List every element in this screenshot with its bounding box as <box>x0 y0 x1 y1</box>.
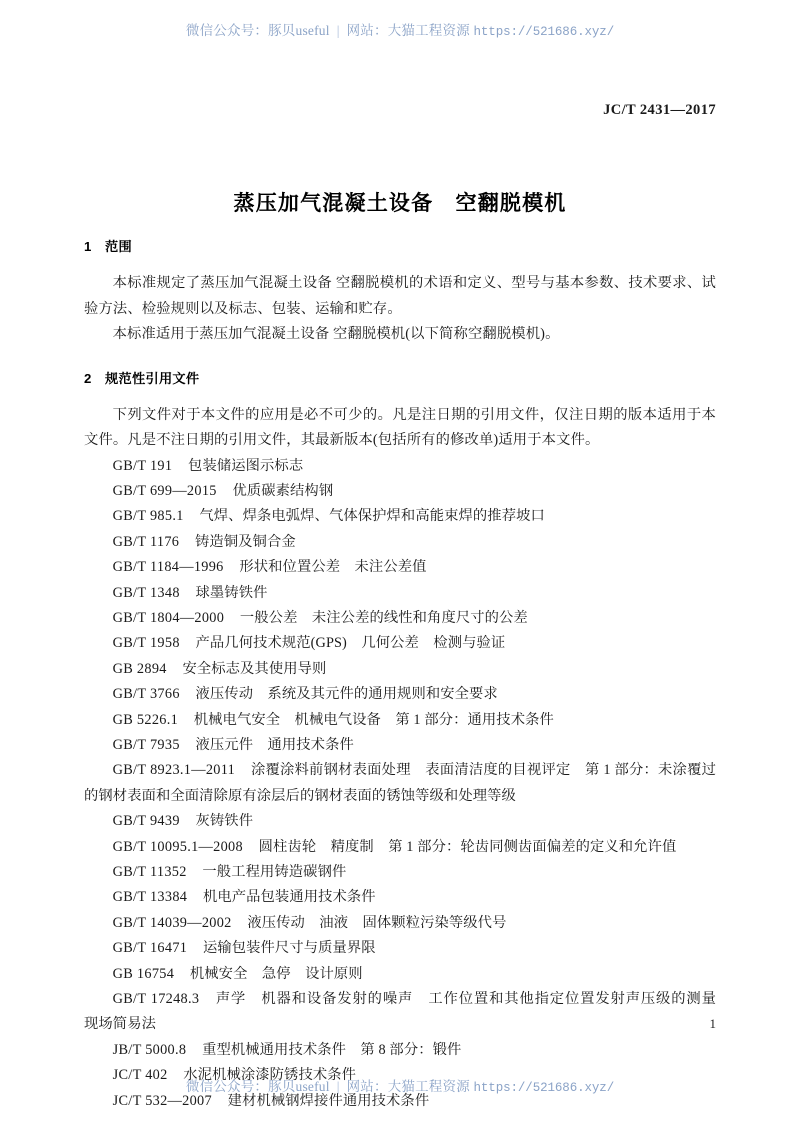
reference-title: 安全标志及其使用导则 <box>182 660 327 677</box>
watermark-header <box>0 19 800 39</box>
reference-spacer <box>224 606 240 631</box>
reference-code: GB/T 17248.3 <box>112 991 200 1008</box>
reference-code: GB/T 13384 <box>112 889 188 906</box>
watermark-url: https://521686.xyz/ <box>473 25 615 39</box>
reference-code: GB/T 16471 <box>112 940 188 957</box>
reference-spacer <box>187 936 203 961</box>
reference-spacer <box>172 454 188 479</box>
reference-code: JB/T 5000.8 <box>112 1041 187 1058</box>
reference-item <box>84 936 716 961</box>
reference-title: 产品几何技术规范(GPS) 几何公差 检测与验证 <box>195 635 506 652</box>
reference-code: JC/T 532—2007 <box>112 1092 212 1109</box>
reference-item <box>84 733 716 758</box>
section-number-2: 2 <box>84 370 92 386</box>
reference-spacer <box>178 708 194 733</box>
watermark-site-name: 大猫工程资源 <box>387 1079 470 1094</box>
reference-item <box>84 682 716 707</box>
reference-spacer <box>199 987 215 1012</box>
reference-title: 一般工程用铸造碳钢件 <box>202 864 347 880</box>
section-heading-1 <box>84 236 716 255</box>
reference-title: 液压元件 通用技术条件 <box>195 736 354 753</box>
watermark-site-name: 大猫工程资源 <box>387 23 470 38</box>
reference-item <box>84 911 716 936</box>
watermark-site-label: 网站： <box>346 1079 388 1094</box>
reference-item <box>84 860 716 885</box>
reference-code: GB 5226.1 <box>112 711 179 728</box>
page-number: 1 <box>709 1016 716 1031</box>
reference-item <box>84 758 716 809</box>
section-scope <box>84 236 716 348</box>
reference-code: GB/T 1184—1996 <box>112 559 224 576</box>
reference-title: 球墨铸铁件 <box>195 584 268 601</box>
reference-title: 运输包装件尺寸与质量界限 <box>202 940 376 957</box>
reference-code: GB/T 191 <box>112 457 173 474</box>
reference-spacer <box>180 809 196 834</box>
reference-spacer <box>224 555 240 580</box>
reference-spacer <box>167 657 183 682</box>
reference-title: 液压传动 油液 固体颗粒污染等级代号 <box>247 914 507 931</box>
reference-title: 气焊、焊条电弧焊、气体保护焊和高能束焊的推荐坡口 <box>199 508 545 525</box>
reference-code: JC/T 402 <box>112 1067 168 1084</box>
reference-item <box>84 708 716 733</box>
reference-code: GB/T 1348 <box>112 584 180 601</box>
reference-code: GB/T 10095.1—2008 <box>112 838 243 855</box>
reference-item <box>84 631 716 656</box>
reference-title: 包装储运图示标志 <box>188 457 304 474</box>
reference-title: 铸造铜及铜合金 <box>194 533 296 550</box>
reference-code: GB/T 11352 <box>112 864 187 880</box>
reference-code: GB 2894 <box>112 660 167 677</box>
reference-title: 重型机械通用技术条件 第 8 部分：锻件 <box>202 1041 462 1058</box>
reference-title: 建材机械钢焊接件通用技术条件 <box>227 1092 430 1109</box>
reference-spacer <box>184 504 200 529</box>
reference-item <box>84 606 716 631</box>
reference-list <box>84 454 731 1115</box>
reference-code: GB/T 14039—2002 <box>112 914 232 931</box>
paragraph: 下列文件对于本文件的应用是必不可少的。凡是注日期的引用文件，仅注日期的版本适用于本文件。凡是不注日期的引用文件，其最新版本(包括所有的修改单)适用于本文件。 <box>84 406 716 448</box>
watermark-wechat-name: 豚贝useful <box>268 23 330 38</box>
page-title: 蒸压加气混凝土设备 空翻脱模机 <box>233 192 567 216</box>
reference-spacer <box>235 758 251 783</box>
reference-code: GB/T 3766 <box>112 686 180 703</box>
reference-spacer <box>180 631 196 656</box>
reference-code: GB/T 8923.1—2011 <box>112 762 236 779</box>
reference-title: 圆柱齿轮 精度制 第 1 部分：轮齿同侧齿面偏差的定义和允许值 <box>258 838 677 855</box>
reference-code: GB/T 1958 <box>112 635 180 652</box>
reference-spacer <box>232 911 248 936</box>
reference-item <box>84 581 716 606</box>
section-heading-2 <box>84 368 716 387</box>
document-content <box>84 236 731 1114</box>
reference-item <box>84 809 716 834</box>
reference-item <box>84 1038 716 1063</box>
reference-title: 涂覆涂料前钢材表面处理 表面清洁度的目视评定 第 1 部分：未涂覆过的钢材表面和全面清除原有涂层后的钢材表面的锈蚀等级和处理等级 <box>84 762 717 804</box>
reference-item <box>84 885 716 910</box>
section-title-2: 规范性引用文件 <box>105 370 200 386</box>
reference-spacer <box>186 1038 202 1063</box>
reference-spacer <box>179 530 195 555</box>
reference-title: 灰铸铁件 <box>195 813 254 830</box>
reference-spacer <box>217 479 233 504</box>
reference-item <box>84 962 716 987</box>
watermark-separator: | <box>336 1079 340 1094</box>
paragraph: 本标准适用于蒸压加气混凝土设备 空翻脱模机(以下简称空翻脱模机)。 <box>112 326 560 342</box>
reference-item <box>84 987 731 1038</box>
reference-item <box>84 657 716 682</box>
watermark-url: https://521686.xyz/ <box>473 1081 615 1095</box>
reference-spacer <box>243 835 259 860</box>
watermark-separator: | <box>336 23 340 38</box>
reference-title: 形状和位置公差 未注公差值 <box>239 559 427 576</box>
reference-title: 机械安全 急停 设计原则 <box>189 965 363 982</box>
reference-code: GB/T 1176 <box>112 533 180 550</box>
reference-code: GB 16754 <box>112 965 175 982</box>
reference-title: 机电产品包装通用技术条件 <box>202 889 376 906</box>
watermark-wechat-label: 微信公众号： <box>185 23 269 38</box>
reference-title: 声学 机器和设备发射的噪声 工作位置和其他指定位置发射声压级的测量 现场简易法 <box>84 991 731 1033</box>
reference-spacer <box>187 885 203 910</box>
section-number-1: 1 <box>84 239 92 254</box>
reference-item <box>84 479 716 504</box>
section-normative-references <box>84 368 731 1115</box>
reference-code: GB/T 7935 <box>112 736 180 753</box>
reference-title: 一般公差 未注公差的线性和角度尺寸的公差 <box>239 609 528 626</box>
reference-item <box>84 530 716 555</box>
watermark-site-label: 网站： <box>346 23 388 38</box>
reference-title: 液压传动 系统及其元件的通用规则和安全要求 <box>195 686 498 703</box>
standard-number: JC/T 2431—2017 <box>603 102 716 118</box>
section-title-1: 范围 <box>105 239 132 254</box>
reference-spacer <box>180 733 196 758</box>
reference-spacer <box>180 581 196 606</box>
reference-spacer <box>180 682 196 707</box>
watermark-wechat-name: 豚贝useful <box>268 1079 330 1094</box>
reference-item <box>84 835 716 860</box>
reference-item <box>84 454 716 479</box>
reference-code: GB/T 699—2015 <box>112 482 217 499</box>
watermark-footer <box>0 1075 800 1095</box>
reference-item <box>84 555 716 580</box>
reference-code: GB/T 9439 <box>112 813 180 830</box>
reference-item <box>84 504 716 529</box>
reference-code: GB/T 985.1 <box>112 508 184 525</box>
watermark-wechat-label: 微信公众号： <box>185 1079 269 1094</box>
reference-code: GB/T 1804—2000 <box>112 609 225 626</box>
reference-title: 优质碳素结构钢 <box>232 482 334 499</box>
reference-title: 水泥机械涂漆防锈技术条件 <box>183 1067 357 1084</box>
reference-spacer <box>187 860 203 885</box>
reference-spacer <box>174 962 190 987</box>
paragraph: 本标准规定了蒸压加气混凝土设备 空翻脱模机的术语和定义、型号与基本参数、技术要求、试验方法、检验规则以及标志、包装、运输和贮存。 <box>84 275 716 317</box>
reference-title: 机械电气安全 机械电气设备 第 1 部分：通用技术条件 <box>193 711 554 728</box>
